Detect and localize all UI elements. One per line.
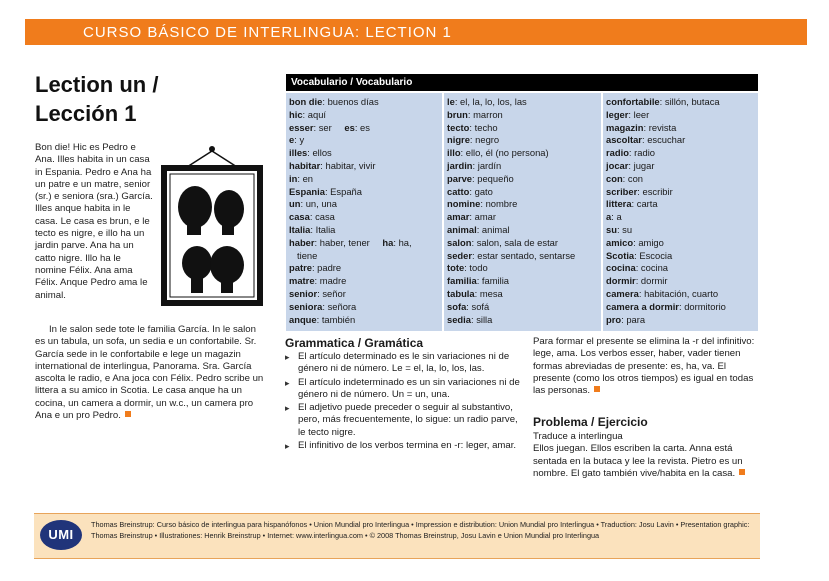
- vocab-entry: brun: marron: [447, 108, 503, 120]
- vocab-term: dormir: [606, 275, 636, 287]
- vocabulary-header-label: Vocabulario / Vocabulario: [291, 77, 413, 88]
- vocab-term: casa: [289, 211, 310, 223]
- vocab-definition: jardín: [477, 159, 502, 171]
- vocab-definition: estar sentado, sentarse: [477, 249, 576, 261]
- vocab-term: brun: [447, 108, 468, 120]
- vocab-entry: in: en: [289, 172, 313, 184]
- vocab-term: parve: [447, 172, 473, 184]
- vocab-entry: tote: todo: [447, 262, 488, 274]
- vocab-term: su: [606, 223, 617, 235]
- grammar-title: Grammatica / Gramática: [285, 336, 424, 350]
- vocab-entry: casa: casa: [289, 211, 335, 223]
- vocab-term: illes: [289, 147, 308, 159]
- vocab-entry: jocar: jugar: [606, 159, 655, 171]
- problem-title: Problema / Ejercicio: [533, 415, 648, 429]
- vocab-definition: para: [626, 313, 646, 325]
- vocab-entry: catto: gato: [447, 185, 493, 197]
- vocab-term: jardin: [447, 159, 473, 171]
- vocab-definition: jugar: [633, 159, 655, 171]
- vocab-term: scriber: [606, 185, 638, 197]
- vocab-definition: un, una: [305, 198, 337, 210]
- vocab-term: patre: [289, 262, 312, 274]
- vocab-term: bon die: [289, 96, 323, 107]
- lesson-title: [35, 70, 158, 128]
- vocab-entry: salon: salon, sala de estar: [447, 236, 559, 248]
- intro-text-narrow: Bon die! Hic es Pedro e Ana. Illes habita in un casa in Espania. Pedro e Ana ha un patre e un matre, senior (sr.) e seniora (sra.) García. Illes anque habita in le casa. Le casa es brun, e le tecto es nigre, e illo ha un jardin parve. Ana ha un catto nigre. Illo ha le nomine Félix. Ana ama Félix. Anque Pedro ama le animal.: [35, 142, 153, 301]
- vocab-definition: cocina: [640, 262, 669, 274]
- vocab-term: a: [606, 211, 612, 223]
- vocab-entry: amar: amar: [447, 211, 496, 223]
- vocab-entry: a: a: [606, 211, 622, 223]
- grammar-item: ▸ El artículo indeterminado es un sin variaciones ni de género ni de número. Un = un, una.: [285, 377, 525, 402]
- intro-paragraph: In le salon sede tote le familia García. In le salon es un tabula, un sofa, un sedia e un confortabile. Sr. García sede in le confortabile e lege un magazin international de interlingua, Panorama. Sra. García ascolta le radio, e Ana joca con Félix. Pedro scribe un littera a su amico in Scotia. Le casa anque ha un cocina, un camera a dormir, un w.c., un camera pro Ana e un pro Pedro.: [35, 324, 264, 422]
- vocab-entry: dormir: dormir: [606, 275, 668, 287]
- vocab-term: familia: [447, 275, 477, 287]
- vocab-term: littera: [606, 198, 632, 210]
- vocab-definition: sillón, butaca: [664, 96, 720, 107]
- vocab-term: esser: [289, 121, 314, 133]
- vocab-term: sedia: [447, 313, 471, 325]
- vocab-definition: Escocia: [639, 249, 673, 261]
- vocab-entry: confortabile: sillón, butaca: [606, 96, 720, 107]
- vocab-term: camera a dormir: [606, 300, 679, 312]
- intro-text-wide: [35, 324, 267, 422]
- vocab-term: camera: [606, 287, 639, 299]
- vocab-term: jocar: [606, 159, 629, 171]
- vocab-definition: animal: [481, 223, 510, 235]
- vocab-entry: ascoltar: escuchar: [606, 134, 686, 146]
- vocab-term: tecto: [447, 121, 470, 133]
- vocab-entry: con: con: [606, 172, 644, 184]
- vocab-definition: ha,: [398, 236, 412, 248]
- vocab-entry: seder: estar sentado, sentarse: [447, 249, 576, 261]
- vocab-definition: pequeño: [477, 172, 514, 184]
- vocab-entry: sofa: sofá: [447, 300, 490, 312]
- vocab-term: Italia: [289, 223, 311, 235]
- vocab-entry: hic: aquí: [289, 108, 327, 120]
- vocab-entry: tecto: techo: [447, 121, 498, 133]
- vocab-definition: el, la, lo, los, las: [460, 96, 527, 107]
- vocab-entry: radio: radio: [606, 147, 655, 159]
- vocab-term: matre: [289, 275, 315, 287]
- vocab-entry: anque: también: [289, 313, 356, 325]
- vocab-definition: nombre: [485, 198, 518, 210]
- vocab-definition: casa: [315, 211, 335, 223]
- grammar-list: [285, 351, 525, 453]
- vocab-term: Scotia: [606, 249, 635, 261]
- vocab-definition: leer: [633, 108, 650, 120]
- vocab-definition: silla: [476, 313, 493, 325]
- vocab-entry: un: un, una: [289, 198, 337, 210]
- vocab-term: pro: [606, 313, 622, 325]
- vocab-entry: illes: ellos: [289, 147, 332, 159]
- vocab-term: animal: [447, 223, 477, 235]
- vocab-definition: escuchar: [647, 134, 686, 146]
- vocab-entry: sedia: silla: [447, 313, 493, 325]
- vocab-definition: y: [299, 134, 305, 146]
- vocabulary-column-3: [603, 93, 758, 331]
- vocab-entry: senior: señor: [289, 287, 346, 299]
- vocab-entry: bon die: buenos días: [289, 96, 379, 107]
- vocabulary-column-2: [444, 93, 601, 331]
- vocab-definition: ellos: [312, 147, 332, 159]
- footer-text: Thomas Breinstrup: Curso básico de interlingua para hispanófonos • Union Mundial pro Interlingua • Impression e distribution: Union Mundial pro Interlingua • Traduction: Josu Lavin • Presentation graphic: Thomas Breinstrup • Illustrationes: Henrik Breinstrup • Internet: www.interlingua.com • © 2008 Thomas Breinstrup, Josu Lavin e Union Mundial pro Interlingua: [91, 520, 750, 540]
- vocab-term: nomine: [447, 198, 481, 210]
- vocab-definition: con: [627, 172, 644, 184]
- vocab-term: ha: [382, 236, 394, 248]
- grammar-item: ▸ El infinitivo de los verbos termina en -r: leger, amar.: [285, 440, 525, 452]
- vocab-term: amico: [606, 236, 634, 248]
- vocab-entry: matre: madre: [289, 275, 347, 287]
- vocab-entry: Espania: España: [289, 185, 362, 197]
- vocab-entry: magazin: revista: [606, 121, 677, 133]
- vocab-definition: dormitorio: [684, 300, 726, 312]
- vocab-entry: su: su: [606, 223, 633, 235]
- problem-text: [533, 431, 761, 480]
- vocab-entry: nomine: nombre: [447, 198, 518, 210]
- vocab-entry: tabula: mesa: [447, 287, 503, 299]
- vocab-term: anque: [289, 313, 317, 325]
- vocab-entry: animal: animal: [447, 223, 510, 235]
- vocab-definition: carta: [636, 198, 658, 210]
- vocab-entry: haber: haber, tener ha: ha,: [289, 236, 412, 248]
- lesson-title-line1: Lection un /: [35, 72, 159, 97]
- vocab-entry: Scotia: Escocia: [606, 249, 673, 261]
- vocab-entry: nigre: negro: [447, 134, 500, 146]
- vocab-definition: en: [302, 172, 313, 184]
- vocab-definition: Italia: [315, 223, 336, 235]
- grammar-item: ▸ El adjetivo puede preceder o seguir al substantivo, pero, más frecuentemente, lo sigue: un radio parve, le tecto nigre.: [285, 402, 525, 439]
- vocab-definition: señora: [327, 300, 357, 312]
- problem-body: Traduce a interlingua Ellos juegan. Ellos escriben la carta. Anna está sentada en la butaca y lee la revista. Pietro es un nombre. El gato también vive/habita en la casa.: [533, 431, 743, 479]
- vocab-term: sofa: [447, 300, 467, 312]
- vocab-term: Espania: [289, 185, 325, 197]
- vocab-definition: dormir: [640, 275, 668, 287]
- vocab-definition: habitación, cuarto: [644, 287, 719, 299]
- vocab-definition: sofá: [471, 300, 490, 312]
- vocab-entry: Italia: Italia: [289, 223, 336, 235]
- vocab-term: haber: [289, 236, 315, 248]
- vocab-term: in: [289, 172, 298, 184]
- vocab-entry: esser: ser es: es: [289, 121, 370, 133]
- vocab-definition: España: [330, 185, 362, 197]
- umi-logo: UMI: [40, 520, 82, 550]
- vocab-definition: ser: [318, 121, 332, 133]
- vocab-entry: parve: pequeño: [447, 172, 514, 184]
- vocab-term: tote: [447, 262, 465, 274]
- vocab-entry: [289, 250, 442, 263]
- vocab-definition: mesa: [479, 287, 503, 299]
- vocab-term: confortabile: [606, 96, 660, 107]
- vocab-definition: escribir: [642, 185, 673, 197]
- vocab-definition: padre: [317, 262, 342, 274]
- vocab-term: amar: [447, 211, 470, 223]
- vocab-definition: marron: [473, 108, 503, 120]
- vocab-definition: es: [360, 121, 370, 133]
- vocab-definition: todo: [469, 262, 488, 274]
- vocab-term: catto: [447, 185, 470, 197]
- vocab-entry: pro: para: [606, 313, 646, 325]
- footer-credits: [34, 513, 760, 559]
- vocab-definition: a: [616, 211, 622, 223]
- family-portrait-illustration: [157, 145, 267, 310]
- end-square-icon: [594, 386, 600, 392]
- vocab-entry: leger: leer: [606, 108, 650, 120]
- vocab-definition: salon, sala de estar: [476, 236, 559, 248]
- grammar-item: ▸ El artículo determinado es le sin variaciones ni de género ni de número. Le = el, la, lo, los, las.: [285, 351, 525, 376]
- vocab-definition: señor: [322, 287, 346, 299]
- vocab-term: es: [344, 121, 355, 133]
- vocab-term: nigre: [447, 134, 470, 146]
- vocab-definition: su: [622, 223, 633, 235]
- vocab-entry: littera: carta: [606, 198, 658, 210]
- vocab-definition: habitar, vivir: [325, 159, 376, 171]
- vocab-term: con: [606, 172, 623, 184]
- vocab-entry: scriber: escribir: [606, 185, 673, 197]
- vocab-definition: amar: [474, 211, 496, 223]
- vocab-term: radio: [606, 147, 629, 159]
- vocab-term: le: [447, 96, 455, 107]
- grammar-continued: [533, 336, 761, 397]
- vocab-term: salon: [447, 236, 472, 248]
- vocab-entry: illo: ello, él (no persona): [447, 147, 549, 159]
- end-square-icon: [125, 411, 131, 417]
- vocab-term: illo: [447, 147, 461, 159]
- vocab-definition: gato: [474, 185, 493, 197]
- banner-title: CURSO BÁSICO DE INTERLINGUA: LECTION 1: [83, 24, 452, 41]
- vocab-term: hic: [289, 108, 303, 120]
- vocab-entry: camera: habitación, cuarto: [606, 287, 719, 299]
- vocab-entry: habitar: habitar, vivir: [289, 159, 376, 171]
- vocab-term: tabula: [447, 287, 475, 299]
- vocab-term: seniora: [289, 300, 323, 312]
- vocab-definition: techo: [474, 121, 498, 133]
- vocab-entry: patre: padre: [289, 262, 342, 274]
- vocab-term: senior: [289, 287, 318, 299]
- vocab-term: cocina: [606, 262, 636, 274]
- vocab-term: e: [289, 134, 295, 146]
- vocab-term: magazin: [606, 121, 644, 133]
- vocab-entry: le: el, la, lo, los, las: [447, 96, 527, 107]
- vocab-entry: familia: familia: [447, 275, 510, 287]
- vocab-entry: amico: amigo: [606, 236, 664, 248]
- grammar-continued-text: Para formar el presente se elimina la -r del infinitivo: lege, ama. Los verbos esser, haber, vader tienen formas abreviadas de presente: es, ha, va. El presente (como los otros tiempos) es igual en todas las personas.: [533, 336, 755, 397]
- vocab-definition: amigo: [638, 236, 664, 248]
- vocab-definition: aquí: [307, 108, 327, 120]
- vocabulary-column-1: [286, 93, 442, 331]
- vocab-entry: cocina: cocina: [606, 262, 669, 274]
- vocab-definition: radio: [634, 147, 655, 159]
- end-square-icon: [739, 469, 745, 475]
- lesson-title-line2: Lección 1: [35, 101, 137, 126]
- vocab-entry: seniora: señora: [289, 300, 357, 312]
- vocab-entry: jardin: jardín: [447, 159, 502, 171]
- vocab-definition: tiene: [297, 249, 318, 261]
- vocab-term: habitar: [289, 159, 321, 171]
- vocab-term: leger: [606, 108, 629, 120]
- vocab-entry: camera a dormir: dormitorio: [606, 300, 726, 312]
- vocab-term: ascoltar: [606, 134, 642, 146]
- vocab-definition: ello, él (no persona): [465, 147, 549, 159]
- vocab-term: seder: [447, 249, 473, 261]
- vocab-entry: e: y: [289, 134, 305, 146]
- vocab-definition: buenos días: [327, 96, 379, 107]
- vocab-definition: madre: [319, 275, 347, 287]
- top-banner: [25, 19, 807, 45]
- vocab-definition: familia: [481, 275, 510, 287]
- vocabulary-header: [286, 74, 758, 91]
- vocab-definition: negro: [475, 134, 500, 146]
- vocab-definition: haber, tener: [319, 236, 370, 248]
- vocab-definition: también: [321, 313, 356, 325]
- vocab-definition: revista: [648, 121, 677, 133]
- vocab-term: un: [289, 198, 301, 210]
